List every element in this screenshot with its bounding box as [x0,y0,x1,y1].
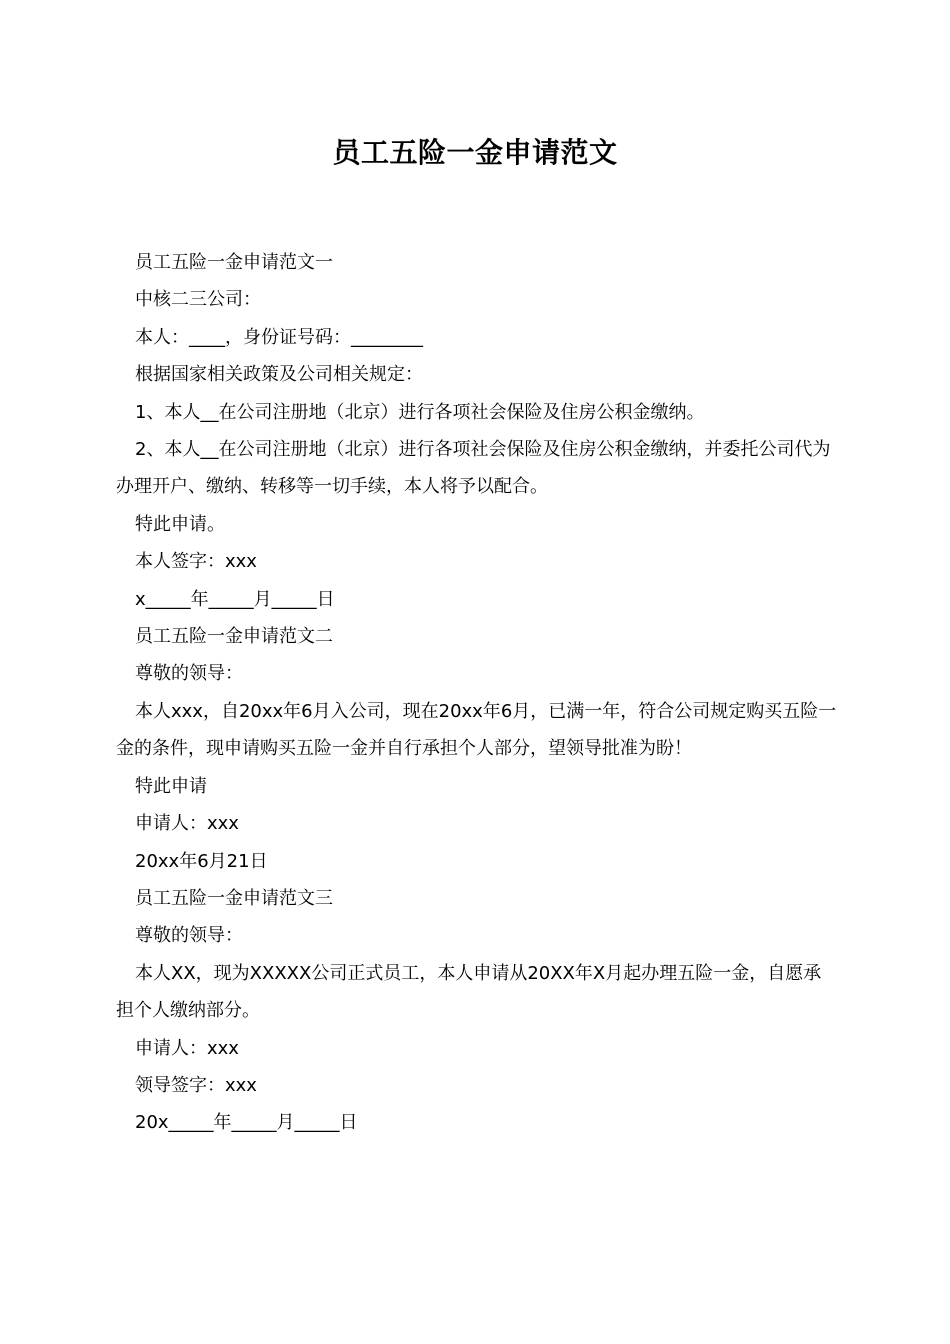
section-heading-3: 员工五险一金申请范文三 [135,887,333,909]
closing-2: 特此申请 [135,775,207,797]
clause-1: 1、本人__在公司注册地（北京）进行各项社会保险及住房公积金缴纳。 [135,401,705,423]
clause-2: 2、本人__在公司注册地（北京）进行各项社会保险及住房公积金缴纳，并委托公司代为办理开户、缴纳、转移等一切手续，本人将予以配合。 [116,439,831,498]
applicant-id-line: 本人：____，身份证号码：________ [135,326,423,348]
salutation-3: 尊敬的领导： [135,925,243,947]
request-body-2: 本人xxx，自20xx年6月入公司，现在20xx年6月，已满一年，符合公司规定购买五险一金的条件，现申请购买五险一金并自行承担个人部分，望领导批准为盼！ [116,700,837,760]
applicant-3: 申请人：xxx [135,1037,239,1059]
signature-1: 本人签字：xxx [135,551,257,573]
document-title: 员工五险一金申请范文 [332,136,618,169]
section-heading-2: 员工五险一金申请范文二 [135,626,333,648]
request-body-3: 本人XX，现为XXXXX公司正式员工，本人申请从20XX年X月起办理五险一金，自愿承担个人缴纳部分。 [116,962,822,1022]
leader-signature-3: 领导签字：xxx [135,1074,257,1096]
date-line-2: 20xx年6月21日 [135,850,268,872]
date-line-1: x_____年_____月_____日 [135,588,335,610]
closing-1: 特此申请。 [135,513,225,535]
applicant-2: 申请人：xxx [135,813,239,835]
date-line-3: 20x_____年_____月_____日 [135,1112,358,1134]
salutation-2: 尊敬的领导： [135,663,243,685]
document-body [116,244,838,1142]
section-heading-1: 员工五险一金申请范文一 [135,252,333,273]
policy-intro: 根据国家相关政策及公司相关规定： [135,364,423,386]
salutation-company: 中核二三公司： [135,289,261,311]
